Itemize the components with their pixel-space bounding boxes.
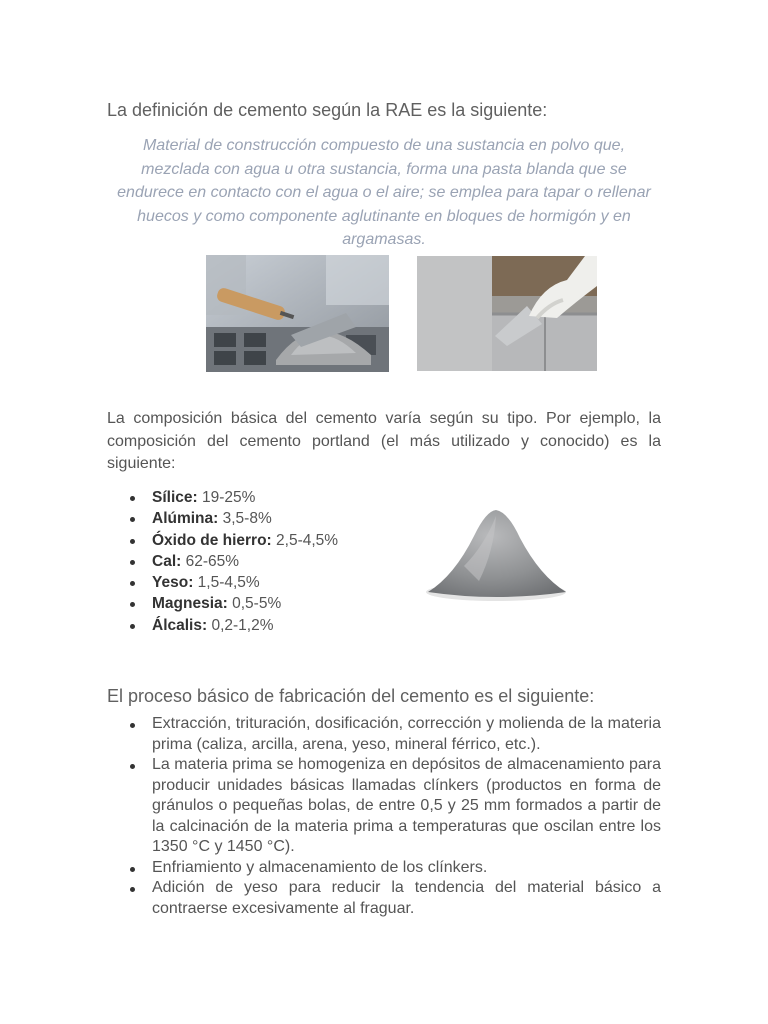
cement-pile-image bbox=[424, 506, 569, 604]
component-value: 0,5-5% bbox=[227, 595, 282, 613]
component-name: Magnesia: bbox=[152, 595, 228, 613]
list-item: Extracción, trituración, dosificación, corrección y molienda de la materia prima (caliza, arcilla, arena, yeso, mineral férrico, etc.). bbox=[130, 714, 661, 755]
trowel-cement-photo bbox=[206, 255, 389, 372]
composition-intro: La composición básica del cemento varía según su tipo. Por ejemplo, la composición del cemento portland (el más utilizado y conocido) es la siguiente: bbox=[107, 410, 661, 472]
list-item bbox=[130, 572, 338, 593]
component-value: 1,5-4,5% bbox=[193, 574, 260, 592]
list-item bbox=[130, 551, 338, 572]
component-name: Álcalis: bbox=[152, 616, 208, 634]
component-name: Cal: bbox=[152, 552, 182, 570]
component-value: 19-25% bbox=[197, 489, 256, 506]
component-value: 2,5-4,5% bbox=[271, 531, 339, 549]
component-value: 0,2-1,2% bbox=[207, 616, 274, 634]
list-item bbox=[130, 508, 338, 529]
component-name: Óxido de hierro: bbox=[152, 531, 272, 549]
rae-definition-quote: Material de construcción compuesto de una sustancia en polvo que, mezclada con agua u otra sustancia, forma una pasta blanda que se endurece en contacto con el agua o el aire; se emplea para tapar o rellenar huecos y como componente aglutinante en bloques de hormigón y en argamasas. bbox=[117, 137, 651, 248]
definition-heading: La definición de cemento según la RAE es la siguiente: bbox=[107, 100, 548, 120]
list-item bbox=[130, 593, 338, 614]
component-name: Alúmina: bbox=[152, 510, 219, 528]
list-item: Enfriamiento y almacenamiento de los clínkers. bbox=[130, 858, 661, 879]
list-item bbox=[130, 530, 338, 551]
process-steps-list bbox=[130, 714, 661, 919]
list-item bbox=[130, 487, 338, 508]
component-name: Yeso: bbox=[152, 574, 194, 592]
list-item: Adición de yeso para reducir la tendencia del material básico a contraerse excesivamente al fraguar. bbox=[130, 878, 661, 919]
process-heading: El proceso básico de fabricación del cemento es el siguiente: bbox=[107, 686, 595, 706]
component-name: Sílice: bbox=[152, 489, 198, 506]
bricklaying-photo bbox=[417, 256, 597, 371]
list-item: La materia prima se homogeniza en depósitos de almacenamiento para producir unidades básicas llamadas clínkers (productos en forma de gránulos o pequeñas bolas, de entre 0,5 y 25 mm formados a partir de la calcinación de la materia prima a temperaturas que oscilan entre los 1350 °C y 1450 °C). bbox=[130, 755, 661, 858]
list-item bbox=[130, 615, 338, 636]
component-value: 62-65% bbox=[181, 552, 240, 570]
component-value: 3,5-8% bbox=[218, 510, 272, 528]
composition-list bbox=[130, 487, 338, 636]
